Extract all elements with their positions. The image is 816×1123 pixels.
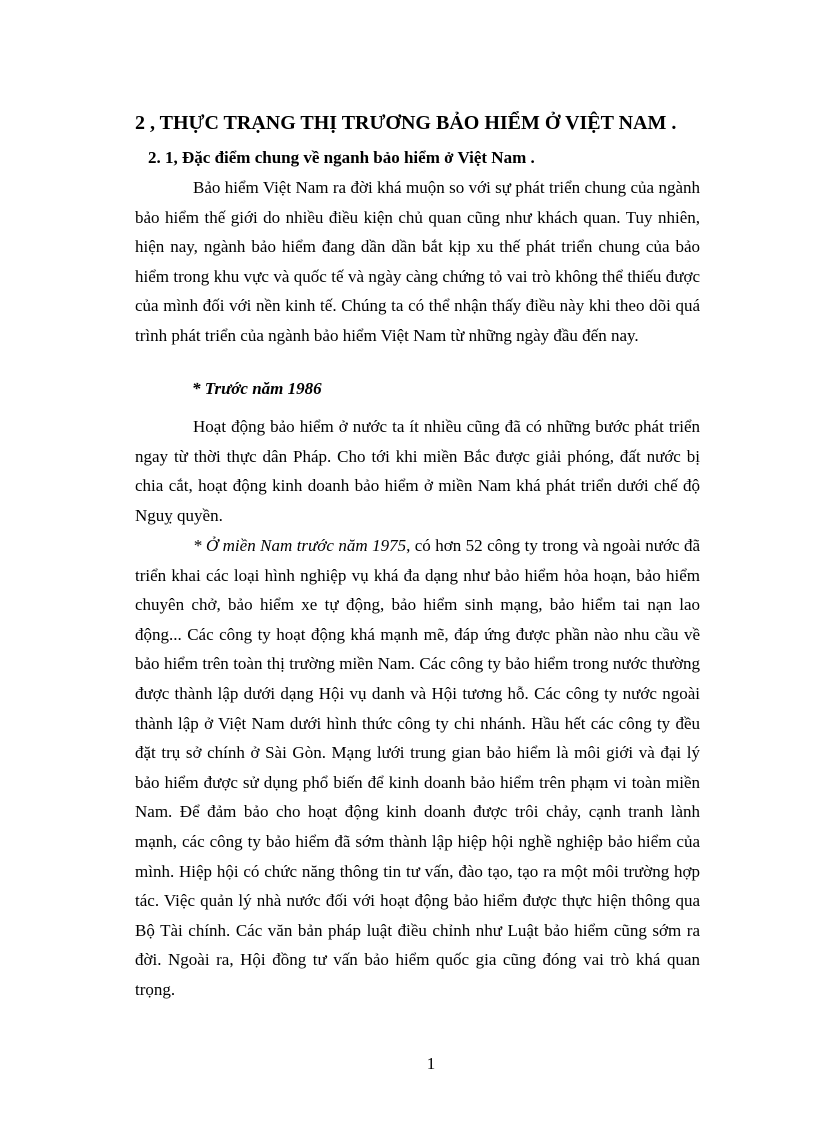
section-label-before-1986: * Trước năm 1986 (192, 379, 322, 398)
history-paragraph: Hoạt động bảo hiểm ở nước ta ít nhiều cũng đã có những bước phát triển ngay từ thời thực dân Pháp. Cho tới khi miền Bắc được giải phóng, đất nước bị chia cắt, hoạt động kinh doanh bảo hiểm ở miền Nam khá phát triển dưới chế độ Nguỵ quyền. (135, 417, 700, 525)
south-vietnam-paragraph (135, 531, 700, 1005)
paragraph-lead-italic: * Ở miền Nam trước năm 1975 (193, 536, 407, 555)
page-number: 1 (426, 1054, 436, 1073)
intro-paragraph: Bảo hiểm Việt Nam ra đời khá muộn so với sự phát triển chung của ngành bảo hiểm thế giới do nhiều điều kiện chủ quan cũng như khách quan. Tuy nhiên, hiện nay, ngành bảo hiểm đang dần dần bắt kịp xu thế phát triển chung của bảo hiểm trong khu vực và quốc tế và ngày càng chứng tỏ vai trò không thể thiếu được của mình đối với nền kinh tế. Chúng ta có thể nhận thấy điều này khi theo dõi quá trình phát triển của ngành bảo hiểm Việt Nam từ những ngày đầu đến nay. (135, 178, 700, 345)
main-heading: 2 , THỰC TRẠNG THỊ TRƯƠNG BẢO HIỂM Ở VIỆT NAM . (135, 112, 677, 134)
sub-heading: 2. 1, Đặc điểm chung về nganh bảo hiểm ở Việt Nam . (148, 148, 535, 167)
paragraph-body: , có hơn 52 công ty trong và ngoài nước đã triển khai các loại hình nghiệp vụ khá đa dạng như bảo hiểm hỏa hoạn, bảo hiểm chuyên chở, bảo hiểm xe tự động, bảo hiểm sinh mạng, bảo hiểm tai nạn lao động... Các công ty hoạt động khá mạnh mẽ, đáp ứng được phần nào nhu cầu về bảo hiểm trên toàn thị trường miền Nam. Các công ty bảo hiểm trong nước thường được thành lập dưới dạng Hội vụ danh và Hội tương hỗ. Các công ty nước ngoài thành lập ở Việt Nam dưới hình thức công ty chi nhánh. Hầu hết các công ty đều đặt trụ sở chính ở Sài Gòn. Mạng lưới trung gian bảo hiểm là môi giới và đại lý bảo hiểm được sử dụng phổ biến để kinh doanh bảo hiểm trên phạm vi toàn miền Nam. Để đảm bảo cho hoạt động kinh doanh được trôi chảy, cạnh tranh lành mạnh, các công ty bảo hiểm đã sớm thành lập hiệp hội nghề nghiệp bảo hiểm của mình. Hiệp hội có chức năng thông tin tư vấn, đào tạo, tạo ra một môi trường hợp tác. Việc quản lý nhà nước đối với hoạt động bảo hiểm được thực hiện thông qua Bộ Tài chính. Các văn bản pháp luật điều chỉnh như Luật bảo hiểm cũng sớm ra đời. Ngoài ra, Hội đồng tư vấn bảo hiểm quốc gia cũng đóng vai trò khá quan trọng. (135, 536, 700, 999)
